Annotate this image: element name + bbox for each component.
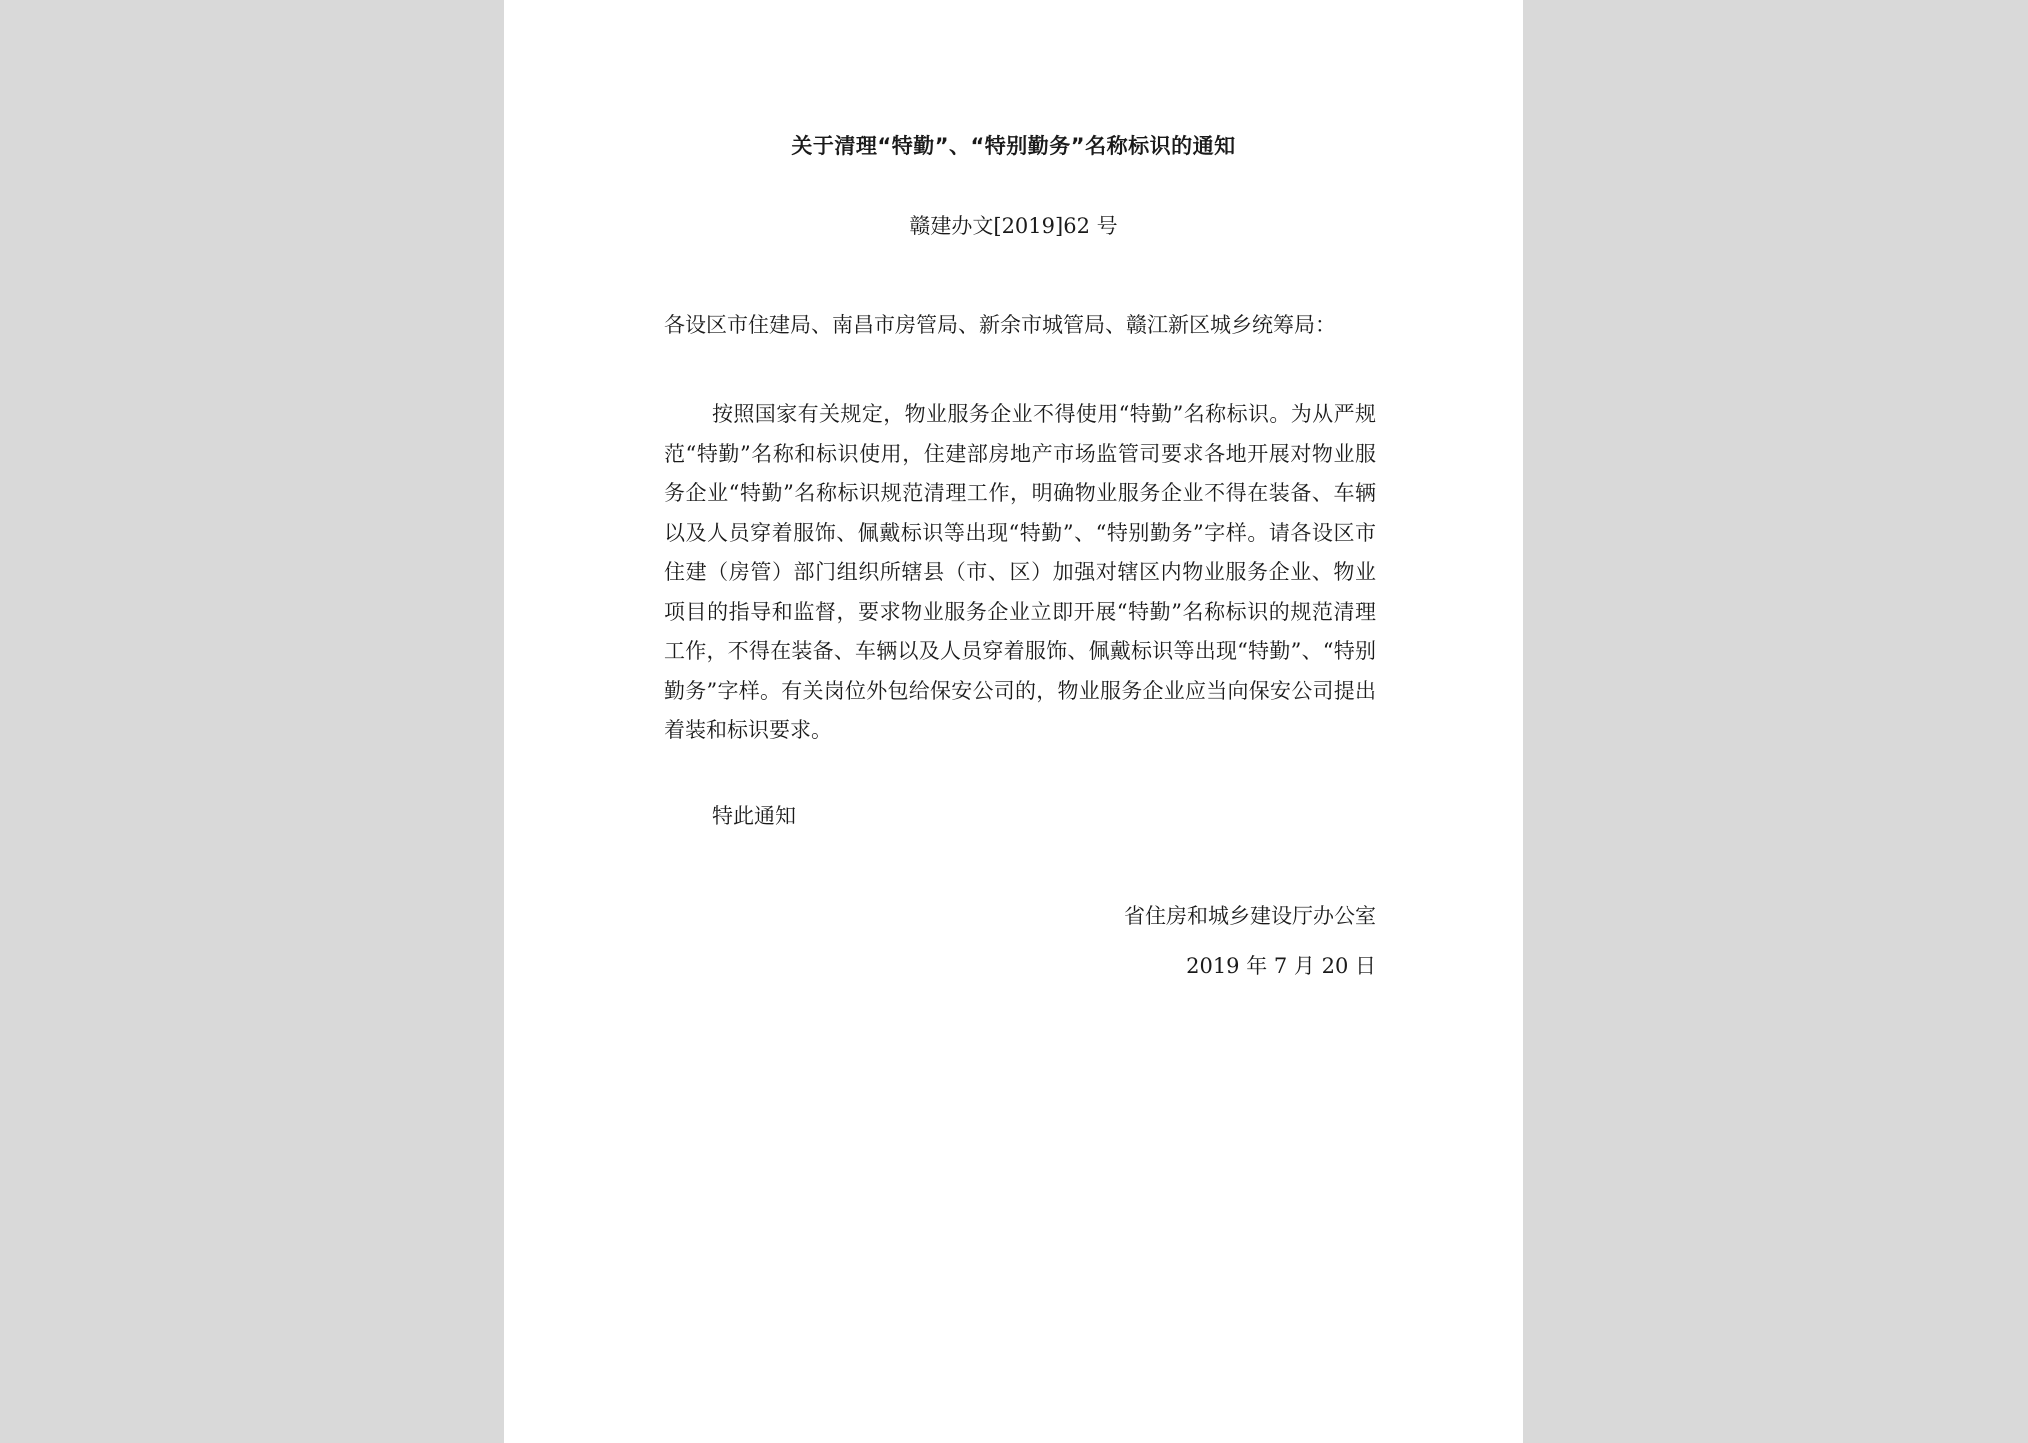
- document-title: 关于清理“特勤”、“特别勤务”名称标识的通知: [791, 134, 1236, 158]
- body-paragraph: 按照国家有关规定，物业服务企业不得使用“特勤”名称标识。为从严规范“特勤”名称和标识使用，住建部房地产市场监管司要求各地开展对物业服务企业“特勤”名称标识规范清理工作，明确物业服务企业不得在装备、车辆以及人员穿着服饰、佩戴标识等出现“特勤”、“特别勤务”字样。请各设区市住建（房管）部门组织所辖县（市、区）加强对辖区内物业服务企业、物业项目的指导和监督，要求物业服务企业立即开展“特勤”名称标识的规范清理工作，不得在装备、车辆以及人员穿着服饰、佩戴标识等出现“特勤”、“特别勤务”字样。有关岗位外包给保安公司的，物业服务企业应当向保安公司提出着装和标识要求。: [664, 402, 1376, 742]
- recipient-line: 各设区市住建局、南昌市房管局、新余市城管局、赣江新区城乡统筹局：: [664, 313, 1336, 337]
- document-number: 赣建办文[2019]62 号: [909, 214, 1118, 238]
- document-page: [504, 0, 1523, 1443]
- closing-line: 特此通知: [712, 804, 796, 828]
- issue-date: 2019 年 7 月 20 日: [1186, 954, 1376, 978]
- issuer-signature: 省住房和城乡建设厅办公室: [1124, 904, 1376, 928]
